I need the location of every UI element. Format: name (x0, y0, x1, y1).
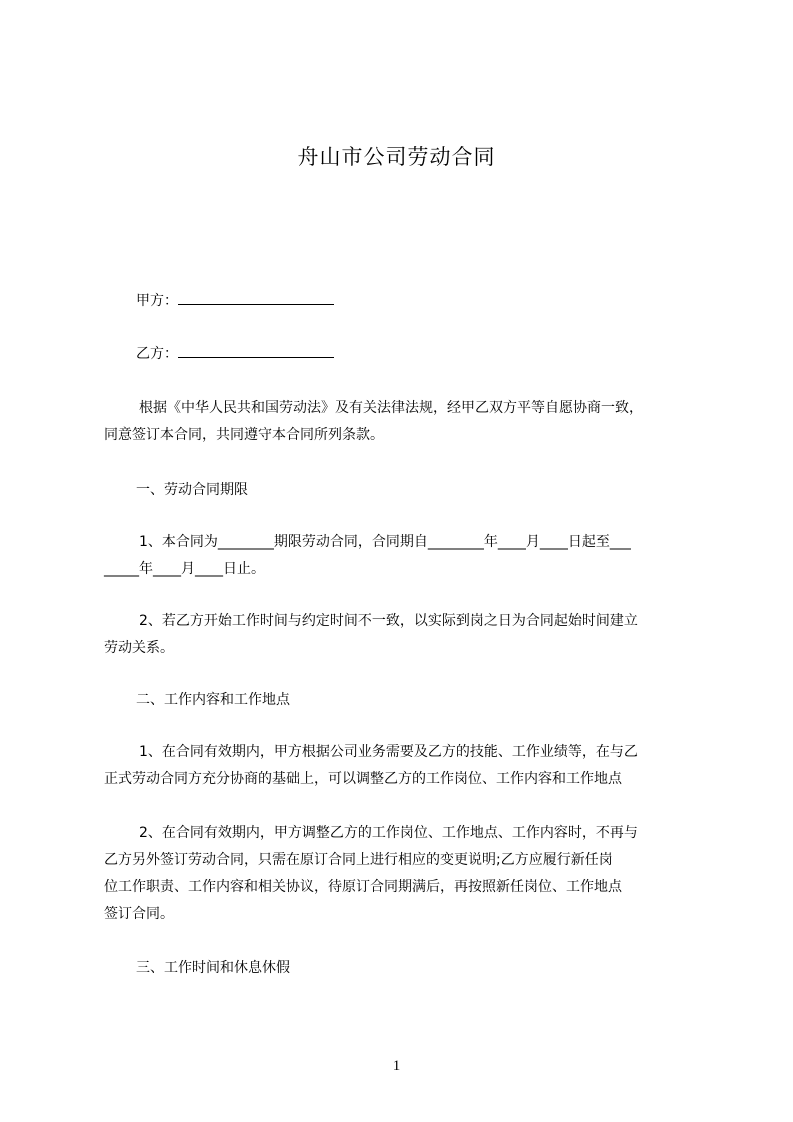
section-2-item-1-line-2: 正式劳动合同方充分协商的基础上，可以调整乙方的工作岗位、工作内容和工作地点 (104, 771, 622, 787)
page-number: 1 (392, 1058, 401, 1074)
section-1-item-2-line-2: 劳动关系。 (104, 640, 174, 656)
section-3-heading: 三、工作时间和休息休假 (136, 960, 290, 976)
section-2-item-1-line-1: 1、在合同有效期内，甲方根据公司业务需要及乙方的技能、工作业绩等，在与乙 (139, 744, 638, 760)
document-title: 舟山市公司劳动合同 (297, 145, 496, 169)
section-1-item-1-line-1: 1、本合同为________期限劳动合同，合同期自________年____月____日起至___ (139, 534, 631, 550)
party-b-label: 乙方： (136, 346, 178, 362)
preamble-line-2: 同意签订本合同，共同遵守本合同所列条款。 (104, 427, 384, 443)
section-2-heading: 二、工作内容和工作地点 (136, 692, 290, 708)
section-2-item-2-line-2: 乙方另外签订劳动合同，只需在原订合同上进行相应的变更说明;乙方应履行新任岗 (104, 852, 613, 868)
party-a-blank (178, 290, 334, 305)
preamble-line-1: 根据《中华人民共和国劳动法》及有关法律法规，经甲乙双方平等自愿协商一致， (139, 400, 643, 416)
section-2-item-2-line-3: 位工作职责、工作内容和相关协议，待原订合同期满后，再按照新任岗位、工作地点 (104, 879, 622, 895)
party-a-line (136, 290, 334, 311)
party-b-blank (178, 343, 334, 358)
section-1-item-2-line-1: 2、若乙方开始工作时间与约定时间不一致，以实际到岗之日为合同起始时间建立 (139, 613, 638, 629)
section-2-item-2-line-4: 签订合同。 (104, 906, 174, 922)
section-1-heading: 一、劳动合同期限 (136, 482, 248, 498)
section-1-item-1-line-2: _____年____月____日止。 (104, 561, 265, 577)
party-a-label: 甲方： (136, 293, 178, 309)
section-2-item-2-line-1: 2、在合同有效期内，甲方调整乙方的工作岗位、工作地点、工作内容时，不再与 (139, 825, 638, 841)
party-b-line (136, 343, 334, 364)
